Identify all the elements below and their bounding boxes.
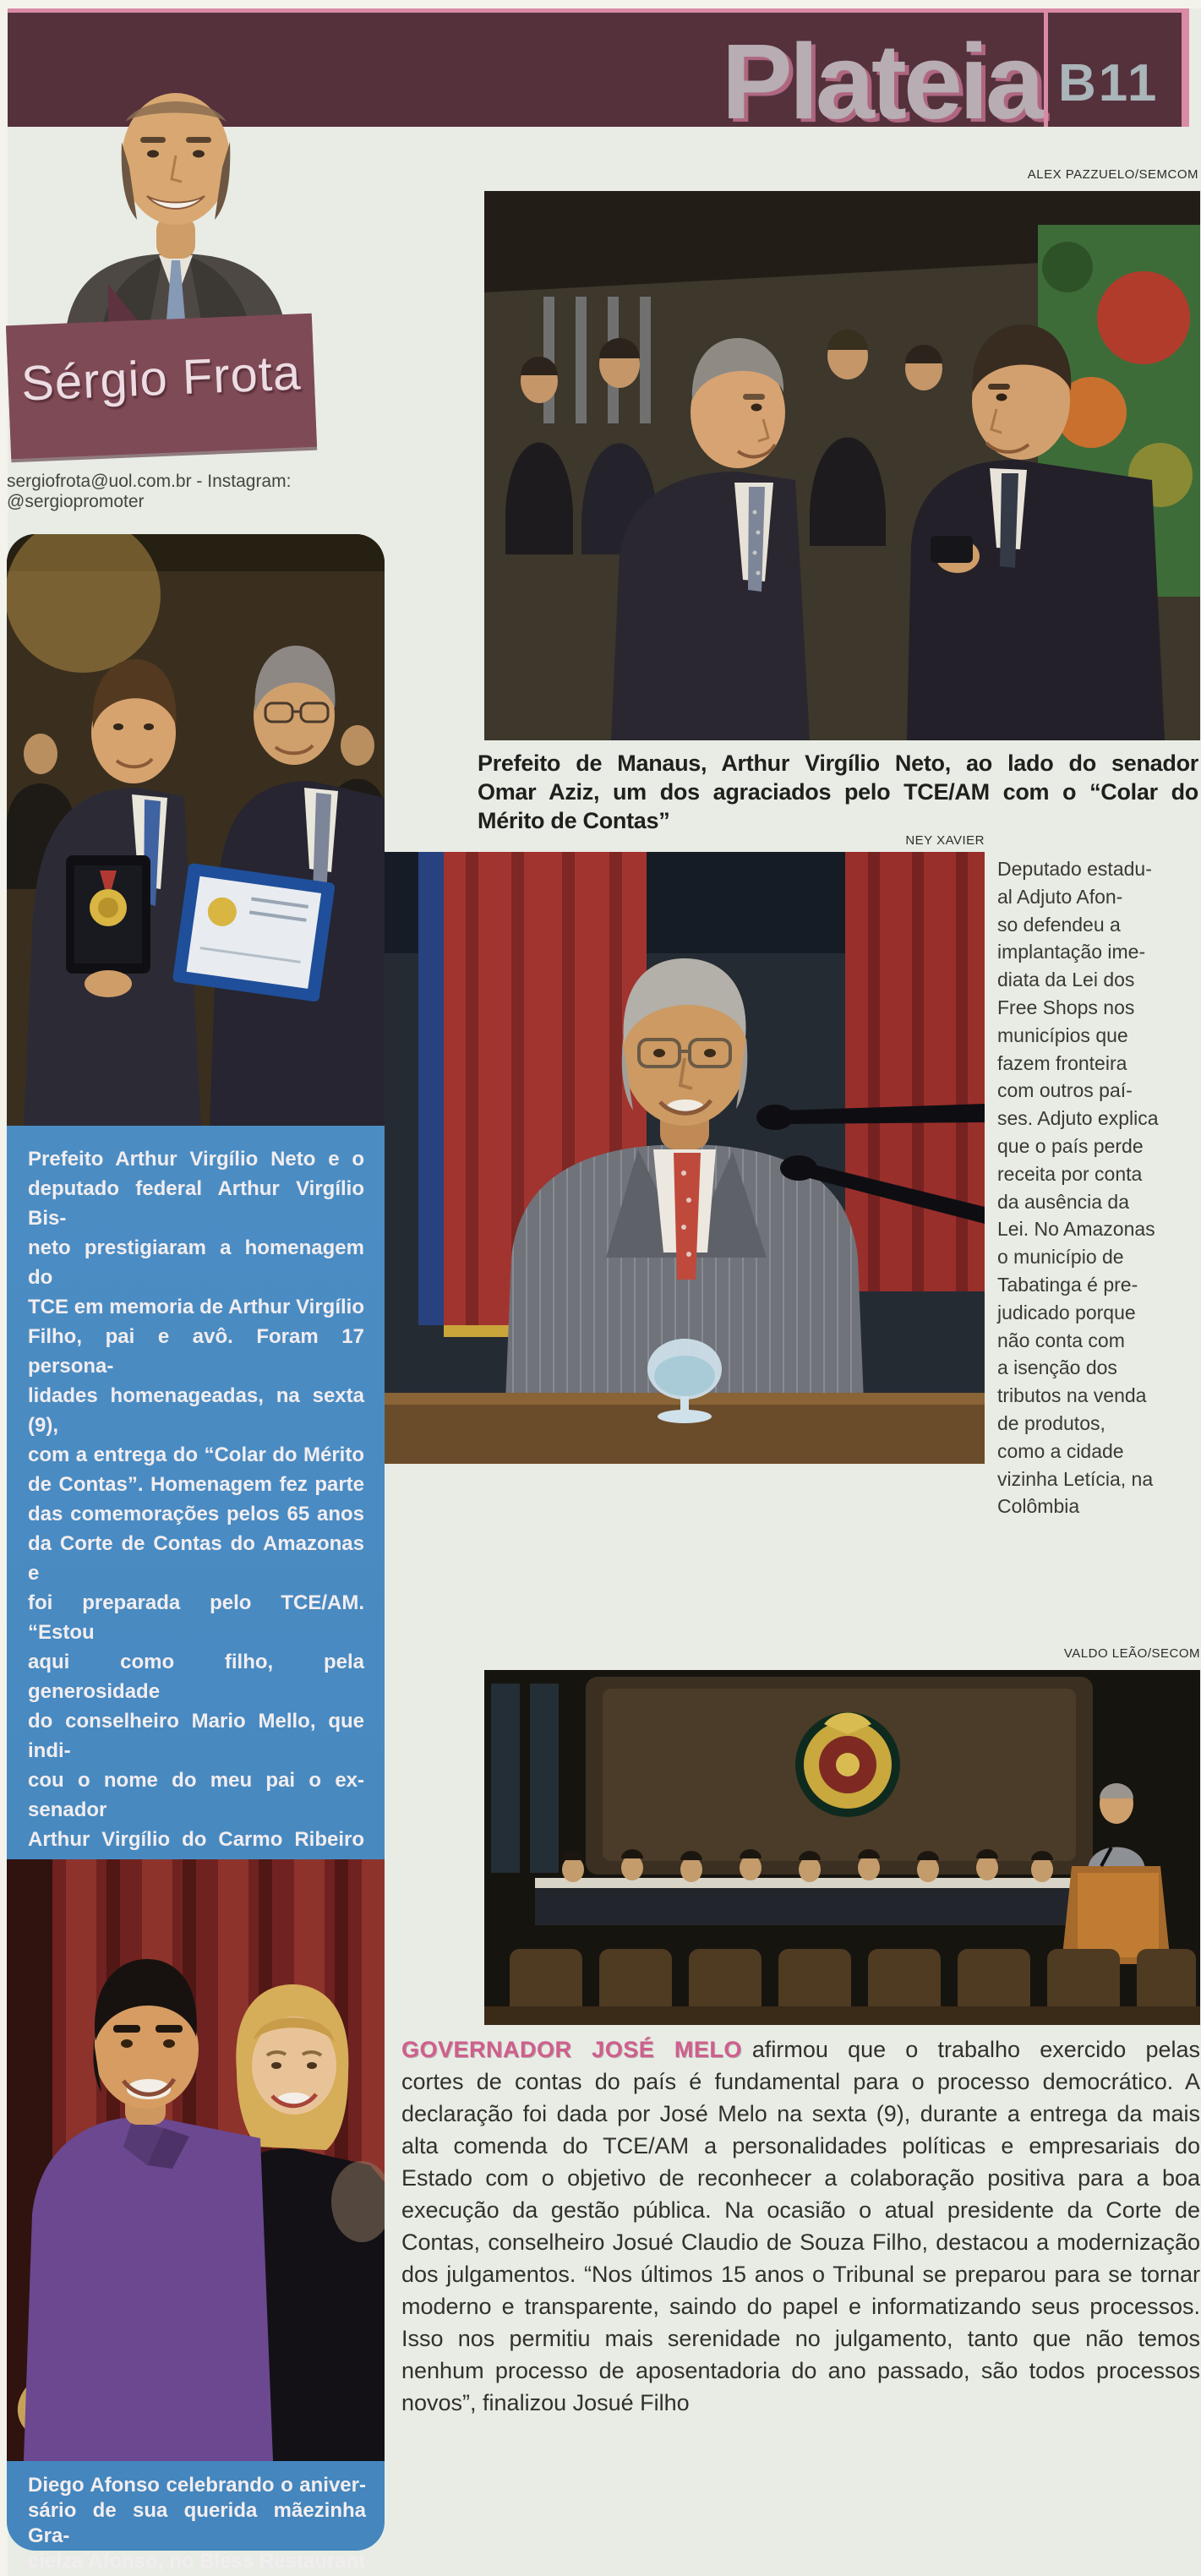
medal-photo-illustration xyxy=(7,534,385,1126)
adjuto-afonso-article: Deputado estadu- al Adjuto Afon- so defendeu a implantação ime- diata da Lei dos Free Shops nos municípios que fazem fronteira com outros paí- ses. Adjuto explica que o país perde receita por conta da ausência da Lei. No Amazonas o município de Tabatinga é pre- judicado porque não conta com a isenção dos tributos na venda de produtos, como a cidade vizinha Letícia, na Colômbia xyxy=(997,858,1159,1518)
jose-melo-body: cortes de contas do país é fundamental para o processo democrático. A declaração foi dada por José Melo na sexta (9), durante a entrega da mais alta comenda do TCE/AM a personalidades políticas e empresariais do Estado com o objetivo de reconhecer a colaboração positiva para a boa execução da gestão pública. Na ocasião o atual presidente da Corte de Contas, conselheiro Josué Claudio de Souza Filho, destacou a modernização dos julgamentos. “Nos últimos 15 anos o Tribunal se preparou para se tornar moderno e transparente, saindo do papel e informatizando seus processos. Isso nos permitiu mais serenidade no julgamento, tanto que não temos nenhum processo de aposentadoria do ano passado, são todos processos novos”, finalizou Josué Filho xyxy=(401,2069,1200,2415)
portrait-illustration xyxy=(49,42,303,330)
columnist-portrait-photo xyxy=(49,42,303,330)
medal-ceremony-photo xyxy=(7,534,385,1126)
section-title: Plateia xyxy=(721,22,1041,141)
speaker-photo xyxy=(385,852,985,1464)
columnist-ribbon xyxy=(6,314,317,459)
columnist-contact: sergiofrota@uol.com.br - Instagram: @sergiopromoter xyxy=(7,472,292,511)
family-photo-illustration xyxy=(7,1859,385,2461)
scan-edge-top xyxy=(0,0,1201,8)
handshake-photo xyxy=(484,191,1200,740)
handshake-photo-illustration xyxy=(484,191,1200,740)
photo-credit-speaker: NEY XAVIER xyxy=(905,833,985,848)
page-number: B11 xyxy=(1058,54,1160,112)
tce-homage-article: Prefeito Arthur Virgílio Neto e o deputado federal Arthur Virgílio Bis- neto prestigiaram a homenagem do TCE em memoria de Arthur Virgílio Filho, pai e avô. Foram 17 persona- lidades homenageadas, na sexta (9), com a entrega do “Colar do Mérito de Contas”. Homenagem fez parte das comemorações pelos 65 anos da Corte de Contas do Amazonas e foi preparada pelo TCE/AM. “Estou aqui como filho, pela generosidade do conselheiro Mario Mello, que indi- cou o nome do meu pai o ex-senador Arthur Virgílio do Carmo Ribeiro xyxy=(28,1148,364,1851)
family-photo xyxy=(7,1859,385,2461)
jose-melo-lead-rest: afirmou que o trabalho exercido pelas xyxy=(751,2037,1201,2062)
masthead-divider xyxy=(1044,13,1048,127)
family-photo-caption: Diego Afonso celebrando o aniver- sário de sua querida mãezinha Gra- cielza Afonso, no Bless Restaurant xyxy=(28,2474,366,2573)
jose-melo-highlight: GOVERNADOR JOSÉ MELO xyxy=(401,2037,742,2062)
auditorium-photo-illustration xyxy=(484,1670,1200,2025)
photo-credit-auditorium: VALDO LEÃO/SECOM xyxy=(1063,1646,1200,1661)
masthead-right-accent xyxy=(1182,13,1189,127)
auditorium-photo xyxy=(484,1670,1200,2025)
top-photo-caption: Prefeito de Manaus, Arthur Virgílio Neto, ao lado do senador Omar Aziz, um dos agraciados pelo TCE/AM com o “Colar do Mérito de Contas” xyxy=(478,750,1198,833)
jose-melo-first-line xyxy=(401,2033,1200,2066)
photo-credit-top: ALEX PAZZUELO/SEMCOM xyxy=(1027,167,1198,182)
speaker-photo-illustration xyxy=(385,852,985,1464)
left-column-panel xyxy=(7,534,385,2573)
jose-melo-article xyxy=(401,2033,1200,2419)
columnist-name: Sérgio Frota xyxy=(19,345,303,412)
